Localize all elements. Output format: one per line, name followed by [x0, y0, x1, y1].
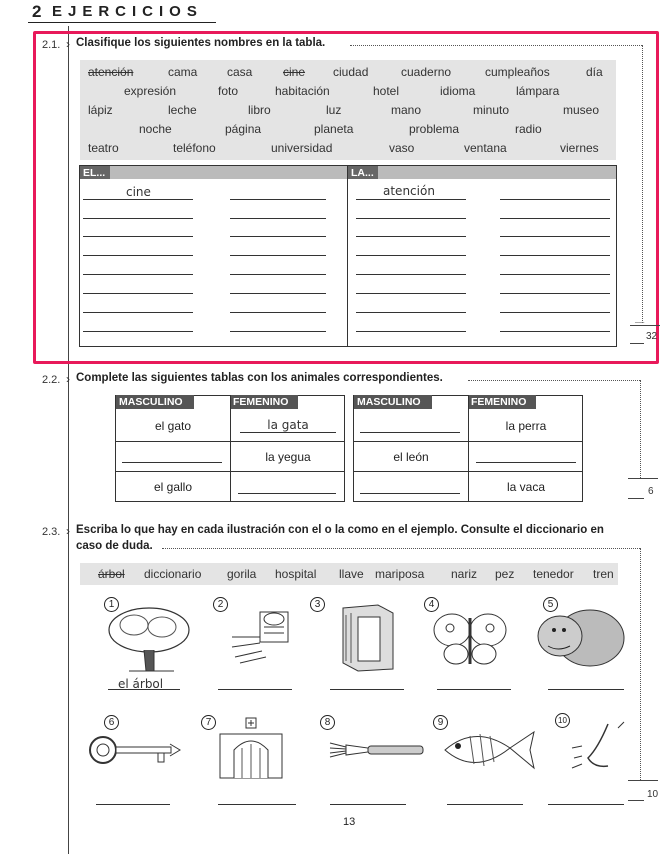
word-item: diccionario	[144, 567, 202, 581]
score-caption: ▁▁▁	[635, 318, 645, 323]
word-item: cumpleaños	[485, 65, 550, 79]
item-number: 10	[555, 713, 570, 728]
row-divider	[353, 441, 583, 442]
word-item: hospital	[275, 567, 317, 581]
answer-line[interactable]	[230, 312, 326, 313]
answer-line[interactable]	[356, 236, 466, 237]
answer-line[interactable]	[356, 312, 466, 313]
animal-cell: la vaca	[506, 480, 546, 494]
score-divider	[630, 325, 660, 326]
femenino-header: FEMENINO	[230, 395, 298, 409]
word-item: mariposa	[375, 567, 425, 581]
table-divider	[230, 395, 231, 502]
word-item: luz	[326, 103, 342, 117]
answer-line[interactable]	[83, 236, 193, 237]
word-item: leche	[168, 103, 197, 117]
answer-line[interactable]	[83, 293, 193, 294]
answer-line[interactable]	[548, 689, 624, 690]
word-item: lámpara	[516, 84, 560, 98]
dotted-rule	[162, 548, 640, 549]
row-divider	[115, 441, 345, 442]
la-example-answer: atención	[383, 184, 435, 198]
word-item: lápiz	[88, 103, 113, 117]
answer-line[interactable]	[330, 689, 404, 690]
score-divider	[628, 478, 658, 479]
answer-line[interactable]	[360, 432, 460, 433]
word-item: nariz	[451, 567, 478, 581]
word-item: expresión	[124, 84, 177, 98]
answer-line[interactable]	[500, 218, 610, 219]
answer-line[interactable]	[548, 804, 624, 805]
item-number: 2	[213, 597, 228, 612]
answer-line[interactable]	[500, 293, 610, 294]
answer-line[interactable]	[447, 804, 523, 805]
fish-icon	[440, 722, 538, 777]
answer-line[interactable]	[356, 331, 466, 332]
animal-cell: la perra	[505, 419, 547, 433]
table-divider	[347, 165, 348, 347]
word-item: habitación	[275, 84, 330, 98]
answer-line[interactable]	[230, 236, 326, 237]
la-header: LA...	[348, 166, 378, 179]
word-item: tren	[593, 567, 614, 581]
animal-cell: el gato	[154, 419, 192, 433]
animal-cell: el gallo	[153, 480, 193, 494]
butterfly-icon	[430, 608, 510, 668]
word-item: teatro	[88, 141, 119, 155]
el-example-answer: cine	[126, 185, 151, 199]
femenino-header: FEMENINO	[468, 395, 536, 409]
word-item: teléfono	[173, 141, 216, 155]
word-item: llave	[339, 567, 364, 581]
exercise-instruction-2-3-cont: caso de duda.	[76, 540, 153, 552]
item-number: 1	[104, 597, 119, 612]
word-item: atención	[88, 65, 134, 79]
answer-line[interactable]	[230, 331, 326, 332]
answer-line[interactable]	[356, 218, 466, 219]
word-item: problema	[409, 122, 460, 136]
dotted-rule	[468, 380, 640, 381]
exercise-number-2-3: 2.3.	[42, 526, 61, 538]
fork-icon	[328, 735, 428, 765]
word-bank-2-1	[80, 60, 616, 160]
answer-line[interactable]	[240, 432, 336, 433]
answer-line[interactable]	[122, 462, 222, 463]
word-item: vaso	[389, 141, 415, 155]
word-item: planeta	[314, 122, 354, 136]
word-item: idioma	[440, 84, 476, 98]
answer-line[interactable]	[500, 331, 610, 332]
tree-icon	[104, 605, 194, 675]
word-item: página	[225, 122, 262, 136]
key-icon	[88, 730, 188, 775]
dotted-rule-vertical	[642, 45, 643, 323]
item-number: 5	[543, 597, 558, 612]
header-underline	[28, 22, 216, 23]
word-item: noche	[139, 122, 172, 136]
word-item: cuaderno	[401, 65, 452, 79]
dotted-rule-vertical	[640, 380, 641, 478]
el-la-table	[79, 165, 617, 347]
word-item: ciudad	[333, 65, 369, 79]
word-item: mano	[391, 103, 422, 117]
word-item: cine	[283, 65, 306, 79]
answer-line[interactable]	[83, 331, 193, 332]
item-number: 3	[310, 597, 325, 612]
score-divider	[628, 780, 658, 781]
exercise-number-2-1: 2.1.	[42, 39, 61, 51]
score-blank[interactable]	[628, 800, 644, 801]
gorilla-icon	[530, 604, 626, 670]
word-item: hotel	[373, 84, 400, 98]
row-divider	[353, 471, 583, 472]
exercise-instruction-2-1: Clasifique los siguientes nombres en la tabla.	[76, 37, 326, 49]
word-item: día	[586, 65, 603, 79]
exercise-instruction-2-3: Escriba lo que hay en cada ilustración con el o la como en el ejemplo. Consulte el diccionario en	[76, 524, 604, 536]
masculino-header: MASCULINO	[354, 395, 432, 409]
answer-line[interactable]	[356, 293, 466, 294]
item-number: 8	[320, 715, 335, 730]
answer-line[interactable]	[238, 493, 336, 494]
answer-line[interactable]	[330, 804, 406, 805]
answer-line[interactable]	[83, 312, 193, 313]
item-number: 7	[201, 715, 216, 730]
word-item: foto	[218, 84, 239, 98]
arrow-icon: ›	[66, 372, 70, 386]
answer-line[interactable]	[230, 199, 326, 200]
answer-line[interactable]	[230, 274, 326, 275]
answer-line[interactable]	[500, 199, 610, 200]
exercise-number-2-2: 2.2.	[42, 374, 61, 386]
answer-line[interactable]	[356, 199, 466, 200]
word-item: gorila	[227, 567, 257, 581]
answer-line[interactable]	[230, 218, 326, 219]
example-answer: el árbol	[118, 677, 164, 691]
animal-answer: la gata	[267, 418, 309, 432]
chapter-title: EJERCICIOS	[52, 3, 203, 20]
score-blank[interactable]	[628, 498, 644, 499]
animal-cell: el león	[393, 450, 429, 464]
answer-line[interactable]	[96, 804, 170, 805]
arrow-icon: ›	[66, 524, 70, 538]
chapter-number: 2	[32, 2, 43, 21]
answer-line[interactable]	[83, 199, 193, 200]
answer-line[interactable]	[360, 493, 460, 494]
score-total-2-1: 32	[646, 331, 658, 342]
word-item: minuto	[473, 103, 510, 117]
word-item: tenedor	[533, 567, 574, 581]
word-item: pez	[495, 567, 515, 581]
dotted-rule	[350, 45, 642, 46]
word-item: viernes	[560, 141, 599, 155]
item-number: 9	[433, 715, 448, 730]
word-bank-2-3	[80, 563, 618, 585]
nose-icon	[568, 718, 628, 780]
answer-line[interactable]	[500, 274, 610, 275]
answer-line[interactable]	[83, 255, 193, 256]
animal-cell: la yegua	[265, 450, 311, 464]
word-item: árbol	[98, 567, 125, 581]
hospital-icon	[212, 714, 290, 780]
train-icon	[230, 607, 296, 665]
answer-line[interactable]	[356, 274, 466, 275]
word-item: radio	[515, 122, 542, 136]
word-item: museo	[563, 103, 600, 117]
dictionary-icon	[338, 603, 398, 673]
score-total-2-2: 6	[648, 486, 654, 497]
word-item: libro	[248, 103, 271, 117]
dotted-rule-vertical	[640, 548, 641, 780]
answer-line[interactable]	[218, 689, 292, 690]
answer-line[interactable]	[83, 218, 193, 219]
word-item: ventana	[464, 141, 507, 155]
page-number: 13	[343, 816, 356, 828]
answer-line[interactable]	[230, 255, 326, 256]
answer-line[interactable]	[218, 804, 296, 805]
arrow-icon: ›	[66, 37, 70, 51]
item-number: 6	[104, 715, 119, 730]
row-divider	[115, 471, 345, 472]
answer-line[interactable]	[230, 293, 326, 294]
answer-line[interactable]	[500, 255, 610, 256]
answer-line[interactable]	[356, 255, 466, 256]
item-number: 4	[424, 597, 439, 612]
masculino-header: MASCULINO	[116, 395, 194, 409]
answer-line[interactable]	[500, 236, 610, 237]
answer-line[interactable]	[83, 274, 193, 275]
exercise-instruction-2-2: Complete las siguientes tablas con los animales correspondientes.	[76, 372, 443, 384]
word-item: casa	[227, 65, 253, 79]
word-item: cama	[168, 65, 198, 79]
word-item: universidad	[271, 141, 333, 155]
score-total-2-3: 10	[647, 789, 659, 800]
score-blank[interactable]	[630, 343, 644, 344]
answer-line[interactable]	[476, 462, 576, 463]
answer-line[interactable]	[437, 689, 511, 690]
el-header: EL...	[80, 166, 110, 179]
answer-line[interactable]	[500, 312, 610, 313]
